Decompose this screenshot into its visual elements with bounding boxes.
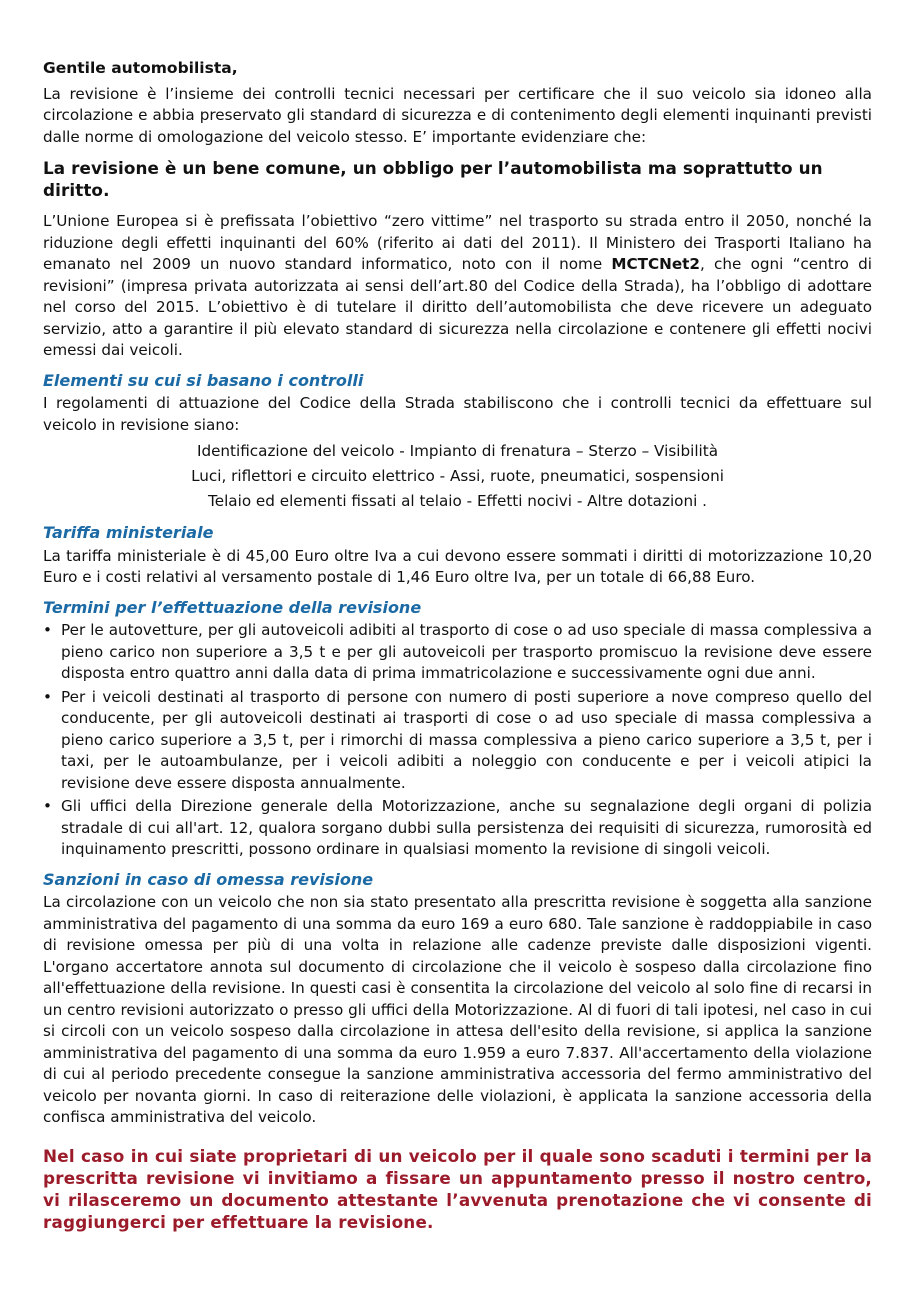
terms-item-text: Per i veicoli destinati al trasporto di persone con numero di posti superiore a nove compreso quello del conducente, per gli autoveicoli destinati ai trasporti di cose o ad uso speciale di massa complessiva a pieno carico superiore a 3,5 t, per i rimorchi di massa complessiva a pieno carico superiore a 3,5 t, per i taxi, per le autoambulanze, per i veicoli adibiti a noleggio con conducente e per i veicoli atipici la revisione deve essere disposta annualmente. xyxy=(61,687,872,792)
sanctions-paragraph: La circolazione con un veicolo che non sia stato presentato alla prescritta revisione è soggetta alla sanzione amministrativa del pagamento di una somma da euro 169 a euro 680. Tale sanzione è raddoppiabile in caso di revisione omessa per più di una volta in relazione alle cadenze previste dalle disposizioni vigenti. L'organo accertatore annota sul documento di circolazione che il veicolo è sospeso dalla circolazione fino all'effettuazione della revisione. In questi casi è consentita la circolazione del veicolo al solo fine di recarsi in un centro revisioni autorizzato o presso gli uffici della Motorizzazione. Al di fuori di tali ipotesi, nel caso in cui si circoli con un veicolo sospeso dalla circolazione in attesa dell'esito della revisione, si applica la sanzione amministrativa del pagamento di una somma da euro 1.959 a euro 7.837. All'accertamento della violazione di cui al periodo precedente consegue la sanzione amministrativa accessoria del fermo amministrativo del veicolo per novanta giorni. In caso di reiterazione delle violazioni, è applicata la sanzione accessoria della confisca amministrativa del veicolo. xyxy=(43,893,872,1126)
headline-statement: La revisione è un bene comune, un obbligo per l’automobilista ma soprattutto un diritto. xyxy=(43,158,823,200)
controls-line: Telaio ed elementi fissati al telaio - Effetti nocivi - Altre dotazioni . xyxy=(208,492,707,510)
tariff-heading: Tariffa ministeriale xyxy=(43,523,214,542)
terms-list-item xyxy=(43,796,872,861)
booking-notice: Nel caso in cui siate proprietari di un veicolo per il quale sono scaduti i termini per la prescritta revisione vi invitiamo a fissare un appuntamento presso il nostro centro, vi rilasceremo un documento attestante l’avvenuta prenotazione che vi consente di raggiungerci per effettuare la revisione. xyxy=(43,1145,872,1232)
greeting: Gentile automobilista, xyxy=(43,59,238,77)
eu-paragraph-text-end: , che ogni “centro di revisioni” (impresa privata autorizzata ai sensi dell’art.80 del Codice della Strada), ha l’obbligo di adottare nel corso del 2015. L’obiettivo è di tutelare il diritto dell’automobilista che deve ricevere un adeguato servizio, atto a garantire il più elevato standard di sicurezza nella circolazione e contenere gli effetti nocivi emessi dai veicoli. xyxy=(43,255,872,359)
controls-paragraph: I regolamenti di attuazione del Codice della Strada stabiliscono che i controlli tecnici da effettuare sul veicolo in revisione siano: xyxy=(43,394,872,434)
controls-heading: Elementi su cui si basano i controlli xyxy=(43,370,364,390)
standard-name: MCTCNet2 xyxy=(611,255,700,273)
document-page xyxy=(43,58,872,1233)
sanctions-heading: Sanzioni in caso di omessa revisione xyxy=(43,869,374,889)
terms-item-text: Gli uffici della Direzione generale della Motorizzazione, anche su segnalazione degli organi di polizia stradale di cui all'art. 12, qualora sorgano dubbi sulla persistenza dei requisiti di sicurezza, rumorosità ed inquinamento prescritti, possono ordinare in qualsiasi momento la revisione di singoli veicoli. xyxy=(61,797,872,858)
terms-list-item xyxy=(43,687,872,795)
eu-paragraph xyxy=(43,211,872,362)
terms-heading: Termini per l’effettuazione della revisione xyxy=(43,597,422,617)
bullet-icon: • xyxy=(43,621,52,639)
bullet-icon: • xyxy=(43,797,52,815)
tariff-paragraph: La tariffa ministeriale è di 45,00 Euro oltre Iva a cui devono essere sommati i diritti di motorizzazione 10,20 Euro e i costi relativi al versamento postale di 1,46 Euro oltre Iva, per un totale di 66,88 Euro. xyxy=(43,546,872,586)
intro-paragraph: La revisione è l’insieme dei controlli tecnici necessari per certificare che il suo veicolo sia idoneo alla circolazione e abbia preservato gli standard di sicurezza e di contenimento degli elementi inquinanti previsti dalle norme di omologazione del veicolo stesso. E’ importante evidenziare che: xyxy=(43,84,872,146)
controls-list xyxy=(43,439,872,514)
terms-list xyxy=(43,620,872,861)
controls-line: Luci, riflettori e circuito elettrico - Assi, ruote, pneumatici, sospensioni xyxy=(191,467,724,485)
terms-list-item xyxy=(43,620,872,685)
controls-line: Identificazione del veicolo - Impianto di frenatura – Sterzo – Visibilità xyxy=(196,442,719,460)
eu-paragraph-text-start: L’Unione Europea si è prefissata l’obiettivo “zero vittime” nel trasporto su strada entro il 2050, nonché la riduzione degli effetti inquinanti del 60% (riferito ai dati del 2011). Il Ministero dei Trasporti Italiano ha emanato nel 2009 un nuovo standard informatico, noto con il nome xyxy=(43,212,872,273)
terms-item-text: Per le autovetture, per gli autoveicoli adibiti al trasporto di cose o ad uso speciale di massa complessiva a pieno carico non superiore a 3,5 t e per gli autoveicoli per trasporto promiscuo la revisione deve essere disposta entro quattro anni dalla data di prima immatricolazione e successivamente ogni due anni. xyxy=(61,621,872,682)
bullet-icon: • xyxy=(43,687,52,706)
